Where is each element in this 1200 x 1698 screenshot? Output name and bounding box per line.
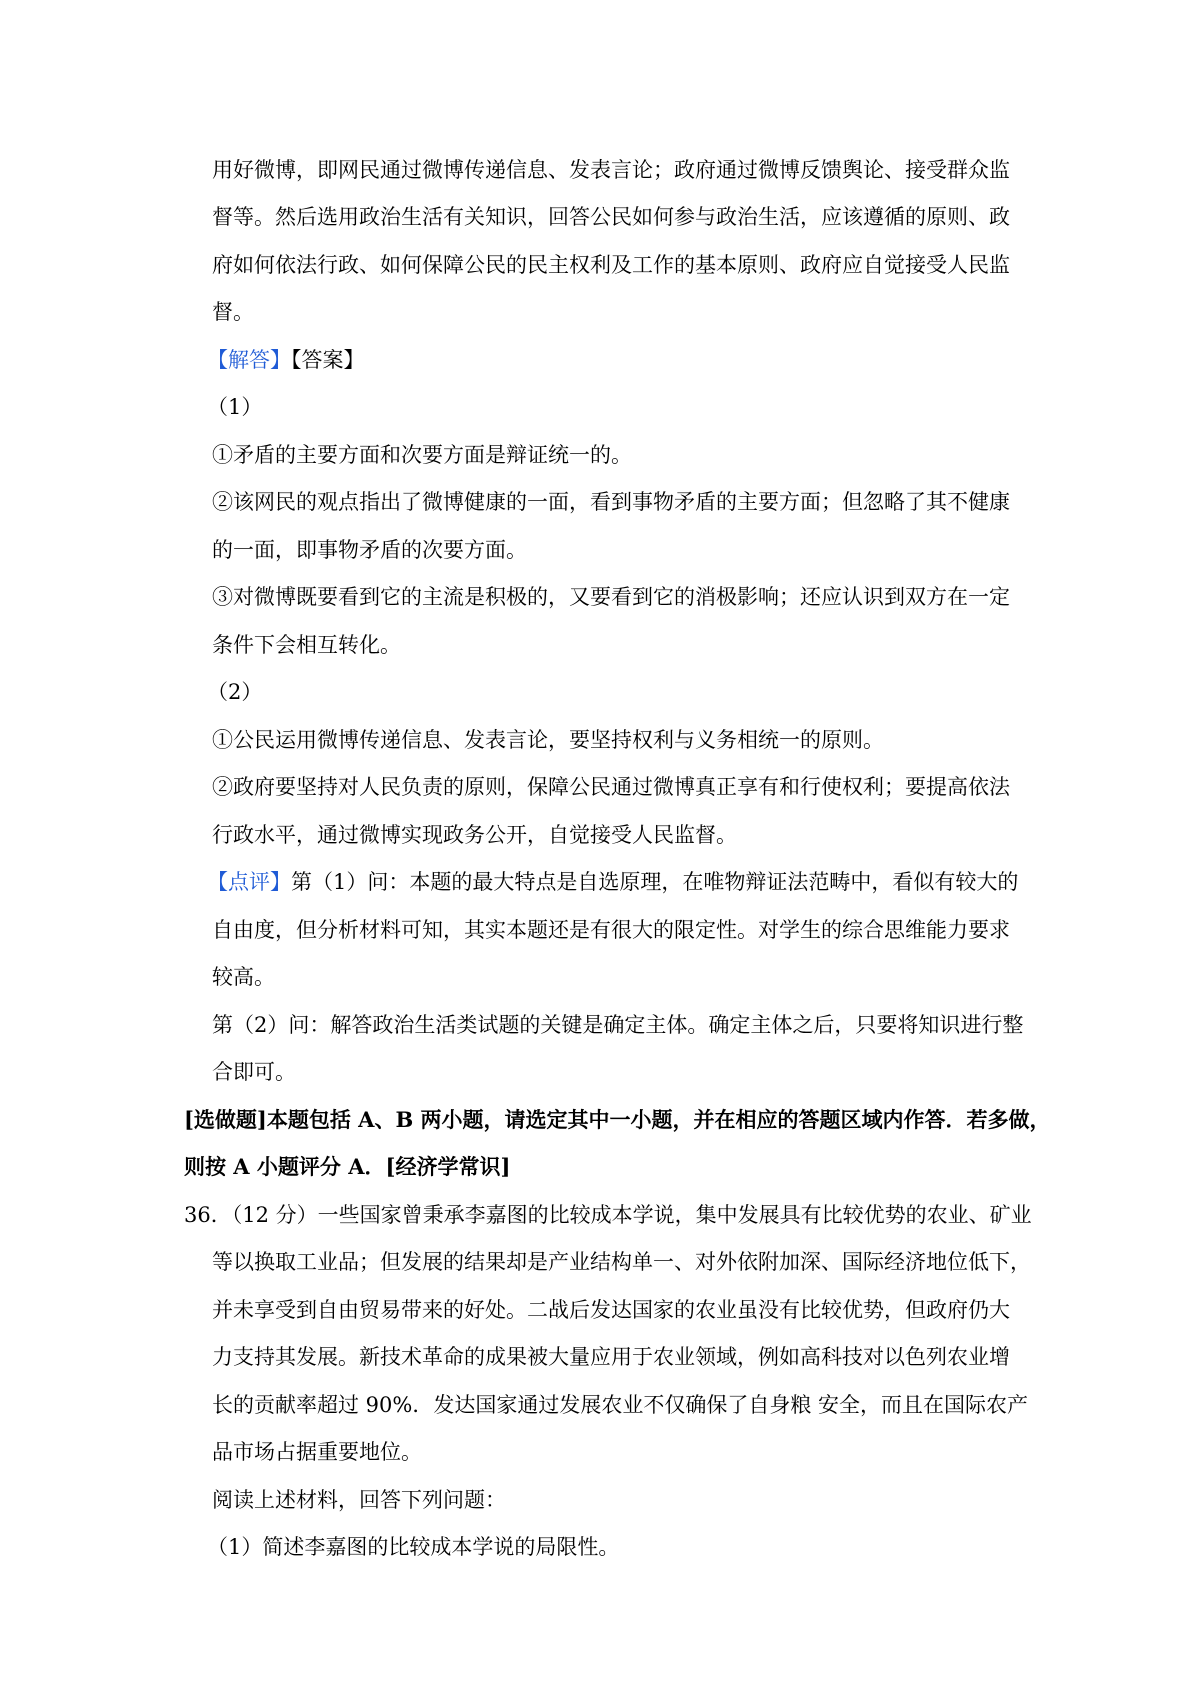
question-36-line: 长的贡献率超过 90%．发达国家通过发展农业不仅确保了自身粮 安全，而且在国际农产 <box>212 1393 1029 1417</box>
comment-line: 自由度，但分析材料可知，其实本题还是有很大的限定性。对学生的综合思维能力要求 <box>212 918 1010 942</box>
part2-line: ②政府要坚持对人民负责的原则，保障公民通过微博真正享有和行使权利；要提高依法 <box>212 775 1010 799</box>
question-36-instruction: 阅读上述材料，回答下列问题： <box>212 1488 506 1512</box>
answer-label: 【答案】 <box>291 348 365 372</box>
part1-label: （1） <box>207 395 263 419</box>
question-36-first-line: 36．（12 分）一些国家曾秉承李嘉图的比较成本学说，集中发展具有比较优势的农业、矿业 <box>184 1203 1032 1227</box>
question-36-line: 并未享受到自由贸易带来的好处。二战后发达国家的农业虽没有比较优势，但政府仍大 <box>212 1298 1010 1322</box>
question-36-line: 力支持其发展。新技术革命的成果被大量应用于农业领域，例如高科技对以色列农业增 <box>212 1345 1010 1369</box>
part1-line: ①矛盾的主要方面和次要方面是辩证统一的。 <box>212 443 632 467</box>
comment-line: 第（2）问：解答政治生活类试题的关键是确定主体。确定主体之后，只要将知识进行整 <box>212 1013 1024 1037</box>
analysis-line: 用好微博，即网民通过微博传递信息、发表言论；政府通过微博反馈舆论、接受群众监 <box>212 158 1010 182</box>
part1-line: ②该网民的观点指出了微博健康的一面，看到事物矛盾的主要方面；但忽略了其不健康 <box>212 490 1010 514</box>
answer-tag: 【解答】 <box>207 348 291 372</box>
analysis-line: 督。 <box>212 300 254 324</box>
question-36-sub1: （1）简述李嘉图的比较成本学说的局限性。 <box>207 1535 620 1559</box>
part2-line: ①公民运用微博传递信息、发表言论，要坚持权利与义务相统一的原则。 <box>212 728 884 752</box>
part1-line: 的一面，即事物矛盾的次要方面。 <box>212 538 527 562</box>
part1-line: ③对微博既要看到它的主流是积极的，又要看到它的消极影响；还应认识到双方在一定 <box>212 585 1010 609</box>
analysis-line: 府如何依法行政、如何保障公民的民主权利及工作的基本原则、政府应自觉接受人民监 <box>212 253 1010 277</box>
comment-tag: 【点评】 <box>207 870 291 894</box>
comment-line: 合即可。 <box>212 1060 296 1084</box>
comment-line: 较高。 <box>212 965 275 989</box>
question-36-line: 等以换取工业品；但发展的结果却是产业结构单一、对外依附加深、国际经济地位低下， <box>212 1250 1031 1274</box>
part2-label: （2） <box>207 680 263 704</box>
section-header-line: [选做题]本题包括 A、B 两小题，请选定其中一小题，并在相应的答题区域内作答．若多做， <box>184 1107 1051 1132</box>
analysis-line: 督等。然后选用政治生活有关知识，回答公民如何参与政治生活，应该遵循的原则、政 <box>212 205 1010 229</box>
part2-line: 行政水平，通过微博实现政务公开，自觉接受人民监督。 <box>212 823 737 847</box>
answer-header <box>207 346 365 374</box>
part1-line: 条件下会相互转化。 <box>212 633 401 657</box>
section-header-line: 则按 A 小题评分 A．[经济学常识] <box>184 1154 511 1179</box>
comment-text: 第（1）问：本题的最大特点是自选原理，在唯物辩证法范畴中，看似有较大的 <box>291 870 1019 894</box>
question-36-line: 品市场占据重要地位。 <box>212 1440 422 1464</box>
comment-first-line <box>207 868 1018 896</box>
